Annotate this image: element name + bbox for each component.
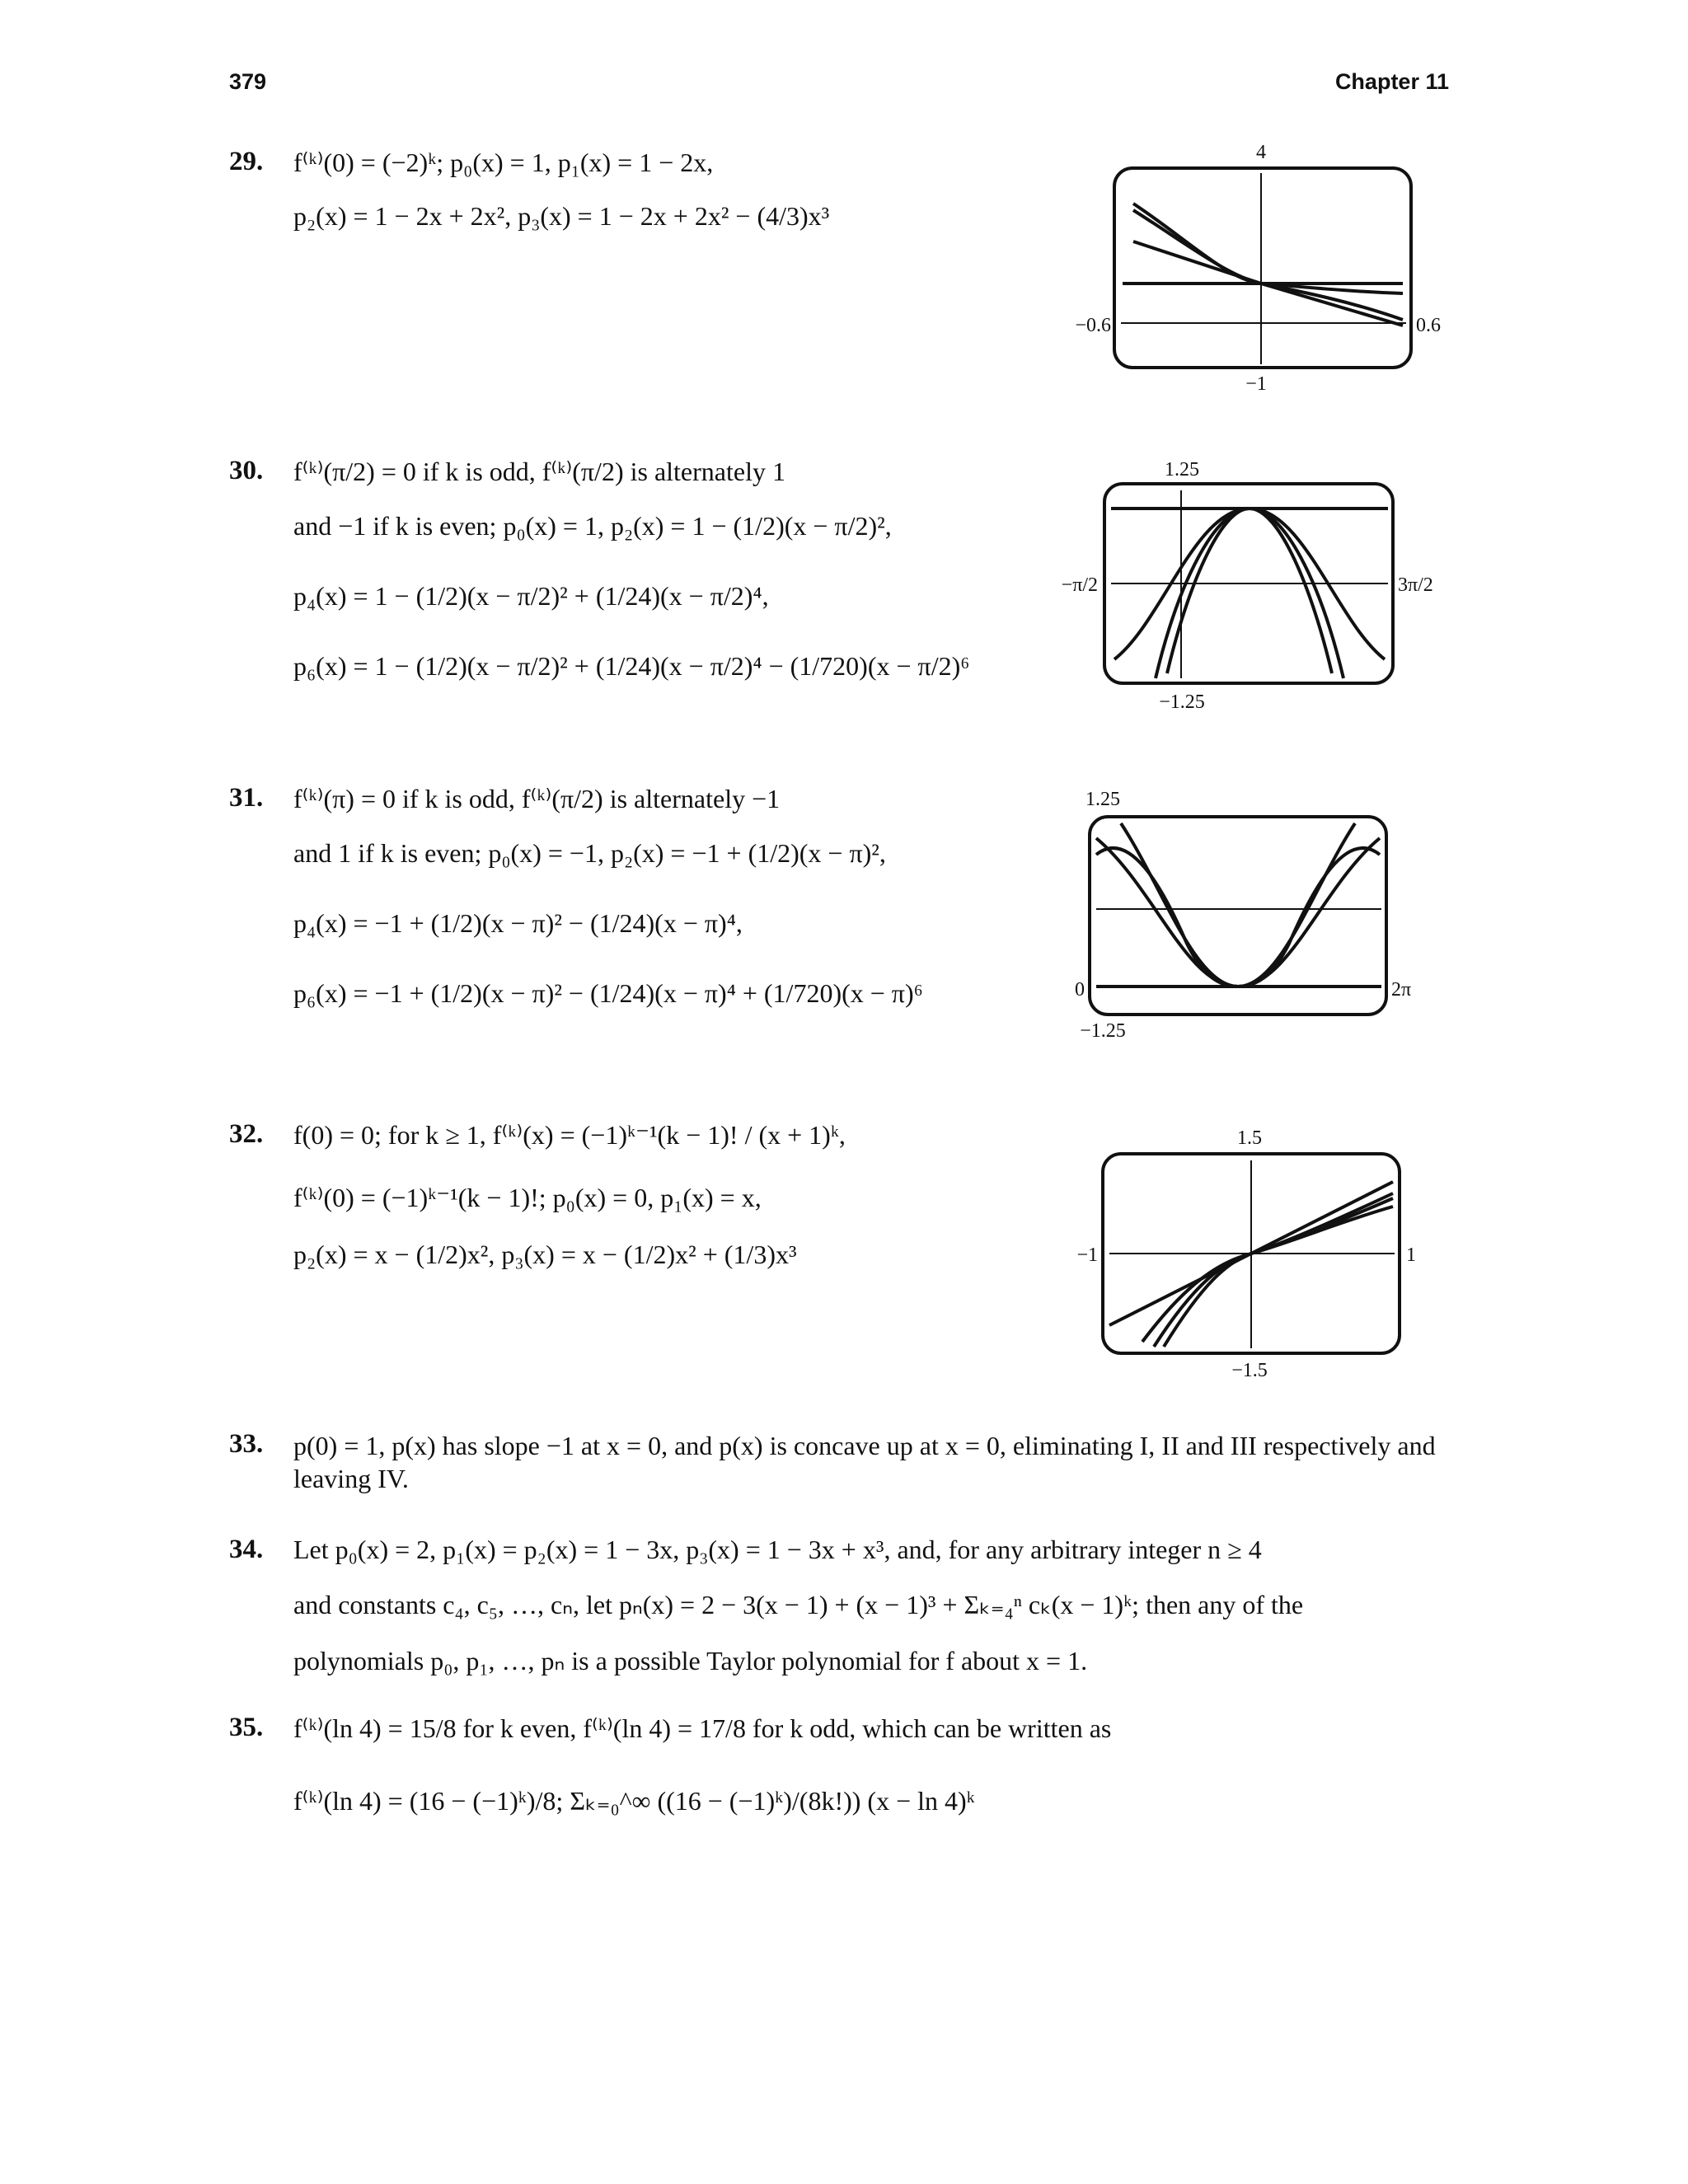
taylor-curve: [1096, 848, 1380, 987]
problem-line: p₂(x) = 1 − 2x + 2x², p₃(x) = 1 − 2x + 2x² − (4/3)x³: [293, 201, 830, 231]
problem-line: p₄(x) = −1 + (1/2)(x − π)² − (1/24)(x − π)⁴,: [293, 908, 743, 938]
xmin-label: −0.6: [1075, 315, 1111, 336]
taylor-curve: [1164, 1198, 1393, 1347]
taylor-curve: [1133, 210, 1403, 320]
xmax-label: 3π/2: [1398, 574, 1433, 596]
problem-line: polynomials p₀, p₁, …, pₙ is a possible Taylor polynomial for f about x = 1.: [293, 1646, 1088, 1675]
ymax-label: 1.25: [1085, 789, 1120, 810]
problem-number: 30.: [229, 456, 264, 485]
xmax-label: 1: [1406, 1244, 1416, 1266]
ymax-label: 1.5: [1237, 1127, 1262, 1149]
ymin-label: −1.25: [1159, 691, 1205, 713]
ymin-label: −1.5: [1231, 1360, 1268, 1381]
xmin-label: −1: [1076, 1244, 1098, 1266]
problem-line: Let p₀(x) = 2, p₁(x) = p₂(x) = 1 − 3x, p₃(x) = 1 − 3x + x³, and, for any arbitrary integer n ≥ 4: [293, 1535, 1262, 1564]
problem-number: 32.: [229, 1119, 264, 1149]
problem-line: f⁽ᵏ⁾(0) = (−2)ᵏ; p₀(x) = 1, p₁(x) = 1 − 2x,: [293, 148, 714, 177]
xmax-label: 2π: [1391, 979, 1412, 1001]
graph-29: [1063, 140, 1442, 404]
graph-frame: [1114, 168, 1411, 368]
problem-line: and constants c₄, c₅, …, cₙ, let pₙ(x) = 2 − 3(x − 1) + (x − 1)³ + Σₖ₌₄ⁿ cₖ(x − 1)ᵏ; then any of the: [293, 1590, 1304, 1619]
graph-30: [1063, 457, 1442, 721]
problem-number: 29.: [229, 147, 264, 176]
taylor-curve: [1167, 509, 1332, 673]
ymin-label: −1: [1245, 373, 1267, 395]
problem-line: p₂(x) = x − (1/2)x², p₃(x) = x − (1/2)x² + (1/3)x³: [293, 1240, 797, 1269]
problem-line: p₆(x) = −1 + (1/2)(x − π)² − (1/24)(x − π)⁴ + (1/720)(x − π)⁶: [293, 978, 923, 1008]
problem-number: 31.: [229, 783, 264, 813]
graph-31: [1063, 787, 1442, 1051]
taylor-curve: [1156, 509, 1343, 678]
problem-line: f⁽ᵏ⁾(π/2) = 0 if k is odd, f⁽ᵏ⁾(π/2) is alternately 1: [293, 457, 785, 486]
xmax-label: 0.6: [1416, 315, 1441, 336]
problem-line: f⁽ᵏ⁾(ln 4) = (16 − (−1)ᵏ)/8; Σₖ₌₀^∞ ((16 − (−1)ᵏ)/(8k!)) (x − ln 4)ᵏ: [293, 1786, 975, 1816]
ymax-label: 1.25: [1165, 459, 1199, 480]
problem-line: and −1 if k is even; p₀(x) = 1, p₂(x) = 1 − (1/2)(x − π/2)²,: [293, 511, 892, 541]
problem-line: f(0) = 0; for k ≥ 1, f⁽ᵏ⁾(x) = (−1)ᵏ⁻¹(k − 1)! / (x + 1)ᵏ,: [293, 1120, 846, 1150]
problem-line: f⁽ᵏ⁾(ln 4) = 15/8 for k even, f⁽ᵏ⁾(ln 4) = 17/8 for k odd, which can be written as: [293, 1713, 1112, 1743]
ymin-label: −1.25: [1080, 1020, 1126, 1042]
taylor-curve: [1121, 823, 1355, 987]
chapter-title: Chapter 11: [1334, 69, 1449, 94]
problem-line: p₆(x) = 1 − (1/2)(x − π/2)² + (1/24)(x − π/2)⁴ − (1/720)(x − π/2)⁶: [293, 651, 970, 681]
graph-32: [1063, 1126, 1442, 1390]
problem-line: and 1 if k is even; p₀(x) = −1, p₂(x) = −1 + (1/2)(x − π)²,: [293, 838, 886, 868]
page-number: 379: [229, 69, 267, 94]
problem-line: f⁽ᵏ⁾(0) = (−1)ᵏ⁻¹(k − 1)!; p₀(x) = 0, p₁(x) = x,: [293, 1183, 762, 1212]
problem-number: 34.: [229, 1535, 264, 1564]
problem-line: p(0) = 1, p(x) has slope −1 at x = 0, and p(x) is concave up at x = 0, eliminating I, II and III respectively and leaving IV.: [293, 1431, 1436, 1493]
problem-number: 35.: [229, 1713, 264, 1742]
taylor-curve: [1133, 204, 1403, 293]
xmin-label: −π/2: [1061, 574, 1098, 596]
xmin-label: 0: [1075, 979, 1085, 1001]
problem-number: 33.: [229, 1429, 264, 1459]
ymax-label: 4: [1256, 142, 1266, 163]
problem-line: f⁽ᵏ⁾(π) = 0 if k is odd, f⁽ᵏ⁾(π/2) is alternately −1: [293, 784, 781, 813]
problem-line: p₄(x) = 1 − (1/2)(x − π/2)² + (1/24)(x − π/2)⁴,: [293, 581, 769, 611]
